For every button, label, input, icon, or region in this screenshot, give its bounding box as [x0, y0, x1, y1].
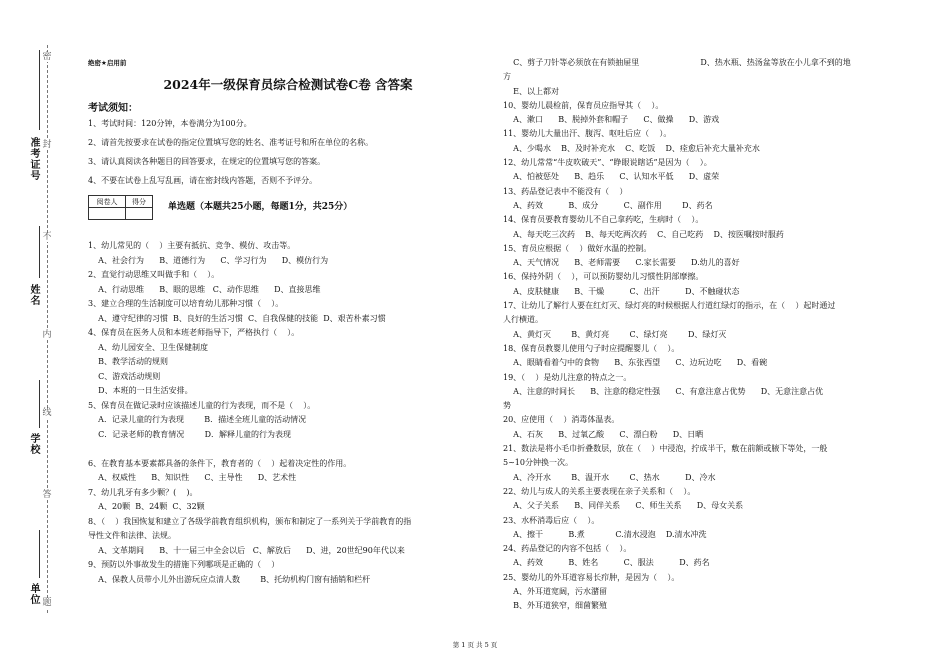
cut-mark: 密 — [42, 52, 52, 62]
question-line: 25、婴幼儿的外耳道容易长疖肿，是因为（ ）。 — [503, 572, 680, 582]
cut-mark: 不 — [42, 232, 52, 242]
left-column — [88, 58, 488, 589]
cut-mark: 内 — [42, 330, 52, 340]
question-line: A、权威性 B、知识性 C、主导性 D、艺术性 — [88, 473, 297, 482]
question-line: 19、（ ）是幼儿注意的特点之一。 — [503, 372, 632, 382]
question-line — [88, 444, 488, 459]
question-line: A、保教人员带小儿外出游玩应点清人数 B、托幼机构门窗有插销和栏杆 — [88, 574, 371, 584]
question-line: 7、幼儿乳牙有多少颗？( )。 — [88, 487, 198, 497]
score-label: 得分 — [126, 196, 153, 208]
question-line: A、社会行为 B、道德行为 C、学习行为 D、模仿行为 — [88, 255, 329, 265]
question-line: B、外耳道狭窄，细菌繁殖 — [503, 601, 608, 611]
question-line: A．记录儿童的行为表现 B．描述全班儿童的活动情况 — [88, 415, 307, 424]
notice-item: 2、请首先按要求在试卷的指定位置填写您的姓名、准考证号和所在单位的名称。 — [88, 138, 374, 147]
question-line: 10、婴幼儿晨检前，保育员应指导其（ ）。 — [503, 100, 664, 110]
question-line: 势 — [503, 401, 511, 411]
question-line: A、文革期间 B、十一届三中全会以后 C、解放后 D、进，20世纪90年代以来 — [88, 545, 405, 555]
question-line: 方 — [503, 72, 511, 82]
grader-label: 阅卷人 — [89, 196, 126, 208]
question-line: A、眼睛看着勺中的食物 B、东张西望 C、边玩边吃 D、看碗 — [503, 358, 768, 368]
score-table — [88, 195, 153, 220]
question-line: A、皮肤健康 B、干燥 C、出汗 D、不触碰状态 — [503, 286, 740, 296]
notice-item: 1、考试时间：120分钟，本卷满分为100分。 — [88, 119, 252, 128]
question-line: A、少喝水 B、及时补充水 C、吃饭 D、痊愈后补充大量补充水 — [503, 143, 760, 153]
question-line: 18、保育员教婴儿使用勺子时应提醒婴儿（ ）。 — [503, 343, 680, 353]
school-line — [39, 380, 40, 428]
question-line: 17、让幼儿了解行人要在红灯灭、绿灯亮的时候根据人行道红绿灯的指示，在（ ）起时通过 — [503, 301, 836, 311]
question-line: 9、预防以外事故发生的措施下列哪项是正确的（ ） — [88, 560, 280, 569]
question-list-right — [503, 58, 903, 616]
question-line: 20、应使用（ ）消毒体温表。 — [503, 415, 620, 425]
exam-title: 2024年一级保育员综合检测试卷C卷 含答案 — [163, 77, 413, 92]
question-line: 13、药品登记表中不能没有（ ） — [503, 186, 628, 196]
unit-line — [39, 530, 40, 578]
question-line: C、剪子刀针等必须放在有锁抽屉里 D、热水瓶、热汤盆等放在小儿拿不到的地 — [503, 58, 851, 67]
question-line: 21、数法是将小毛巾折叠数层，放在（ ）中浸泡，拧成半干，敷在前额或腋下等处，一般 — [503, 444, 828, 454]
right-column — [503, 58, 903, 616]
question-line: 3、建立合理的生活制度可以培育幼儿那种习惯（ ）。 — [88, 299, 284, 308]
question-line: 4、保育员在医务人员和本班老师指导下，严格执行（ ）。 — [88, 328, 300, 337]
question-line: A、每天吃三次药 B、每天吃两次药 C、自己吃药 D、按医嘱按时服药 — [503, 229, 784, 239]
notice-list — [88, 119, 488, 186]
name-label: 姓名 — [30, 285, 41, 307]
question-line: 23、水杯消毒后应（ ）。 — [503, 515, 600, 525]
question-line: 6、在教育基本要素都具备的条件下，教育者的（ ）起着决定性的作用。 — [88, 458, 352, 468]
grader-cell[interactable] — [89, 208, 126, 220]
page-footer: 第 1 页 共 5 页 — [452, 641, 498, 649]
question-list-left — [88, 241, 488, 589]
question-line: A、怕被惩处 B、趋乐 C、认知水平低 D、虚荣 — [503, 172, 720, 182]
question-line: A、行动思维 B、眼的思维 C、动作思维 D、直接思维 — [88, 284, 321, 294]
question-line: A、注意的时间长 B、注意的稳定性强 C、有意注意占优势 D、无意注意占优 — [503, 386, 824, 396]
question-line: A、药效 B、姓名 C、服法 D、药名 — [503, 558, 710, 568]
question-line: A、父子关系 B、同伴关系 C、师生关系 D、母女关系 — [503, 501, 744, 511]
secret-mark: 绝密★启用前 — [88, 59, 127, 67]
question-line: A、药效 B、成分 C、副作用 D、药名 — [503, 200, 713, 210]
question-line: 导性文件和法律、法规。 — [88, 531, 176, 540]
section-title: 单选题（本题共25小题，每题1分，共25分） — [168, 202, 353, 212]
question-line: 22、幼儿与成人的关系主要表现在亲子关系和（ ）。 — [503, 486, 696, 496]
question-line: A、漱口 B、脱掉外套和帽子 C、做操 D、游戏 — [503, 115, 720, 125]
seal-line — [47, 45, 48, 613]
question-line: A、天气情况 B、老师需要 C.家长需要 D.幼儿的喜好 — [503, 258, 740, 268]
question-line: 5、保育员在做记录时应该描述儿童的行为表现，而不是（ ）。 — [88, 400, 316, 410]
name-line — [39, 226, 40, 278]
question-line: D、本班的一日生活安排。 — [88, 386, 193, 395]
question-line: B、教学活动的规则 — [88, 357, 169, 366]
cut-mark: 线 — [42, 408, 52, 418]
question-line: C．记录老师的教育情况 D．解释儿童的行为表现 — [88, 429, 292, 439]
score-cell[interactable] — [126, 208, 153, 220]
question-line: 2、直觉行动思维又叫做手和（ ）。 — [88, 270, 220, 279]
notice-item: 3、请认真阅读各种题目的回答要求，在规定的位置填写您的答案。 — [88, 157, 326, 166]
question-line: A、擦干 B.煮 C.清水浸泡 D.清水冲洗 — [503, 529, 707, 539]
question-line: A、外耳道宽阔，污水潴留 — [503, 586, 607, 596]
question-line: 24、药品登记的内容不包括（ ）。 — [503, 544, 632, 554]
question-line: 1、幼儿常见的（ ）主要有抵抗、竞争、模仿、攻击等。 — [88, 241, 296, 250]
question-line: 14、保育员要教育婴幼儿不自己拿药吃，生病时（ ）。 — [503, 215, 704, 225]
examinee-number-label: 准考证号 — [30, 138, 41, 182]
cut-mark: 答 — [42, 490, 52, 500]
examinee-number-line — [39, 50, 40, 130]
question-line: 人行横道。 — [503, 315, 543, 325]
binding-margin — [0, 0, 76, 671]
question-line: 11、婴幼儿大量出汗、腹泻、呕吐后应（ ）。 — [503, 129, 672, 139]
question-line: 15、育员应根据（ ）做好水温的控制。 — [503, 243, 652, 253]
notice-item: 4、不要在试卷上乱写乱画，请在密封线内答题，否则不予评分。 — [88, 176, 318, 185]
question-line: 8、（ ）我国恢复和建立了各级学前教育组织机构，颁布和制定了一系列关于学前教育的指 — [88, 516, 412, 526]
unit-label: 单位 — [30, 584, 41, 606]
question-line: A、20颗 B、24颗 C、32颗 — [88, 502, 205, 511]
question-line: C、游戏活动规则 — [88, 371, 161, 381]
question-line: 5~10分钟换一次。 — [503, 458, 573, 468]
question-line: A、幼儿园安全、卫生保健制度 — [88, 342, 208, 352]
question-line: A、冷开水 B、温开水 C、热水 D、冷水 — [503, 472, 716, 482]
question-line: E、以上都对 — [503, 86, 560, 96]
question-line: 12、幼儿常常“牛皮吹破天”、“睁眼说瞎话”是因为（ ）。 — [503, 158, 712, 168]
cut-mark: 封 — [42, 140, 52, 150]
notice-heading: 考试须知： — [88, 103, 138, 114]
school-label: 学校 — [30, 434, 41, 456]
question-line: 16、保持外阴（ ），可以预防婴幼儿习惯性阴部摩擦。 — [503, 272, 704, 282]
cut-mark: 题 — [42, 598, 52, 608]
question-line: A、遵守纪律的习惯 B、良好的生活习惯 C、自我保健的技能 D、艰苦朴素习惯 — [88, 313, 386, 323]
question-line: A、石灰 B、过氧乙酸 C、漂白粉 D、日晒 — [503, 429, 704, 439]
score-row — [88, 195, 488, 225]
question-line: A、黄灯灭 B、黄灯亮 C、绿灯亮 D、绿灯灭 — [503, 329, 727, 339]
